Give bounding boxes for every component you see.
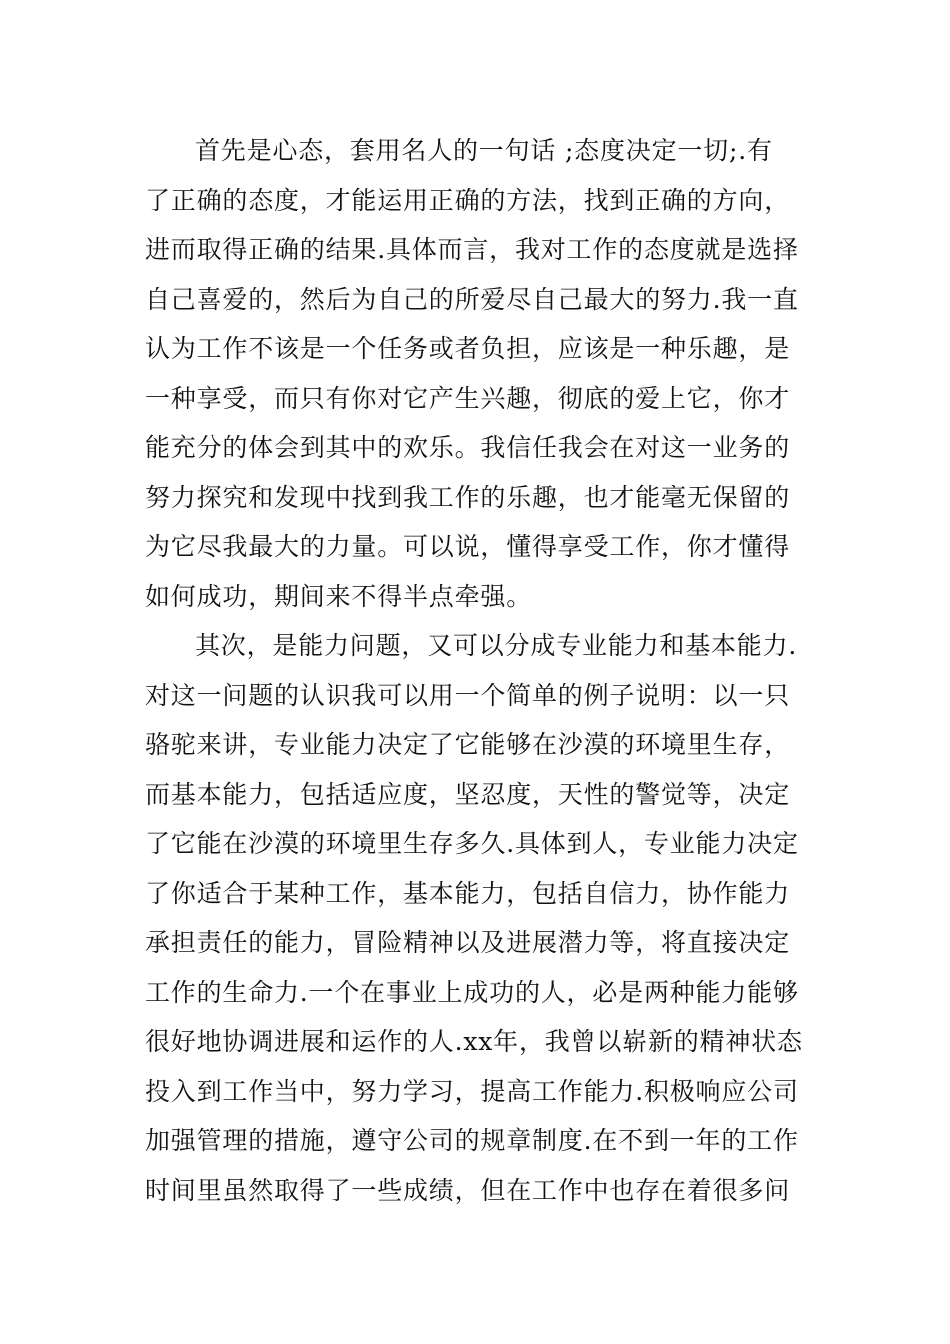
paragraph-2-line-12: 时间里虽然取得了一些成绩，但在工作中也存在着很多问	[145, 1175, 791, 1205]
paragraph-1-line-1: 首先是心态，套用名人的一句话 ;态度决定一切;.有	[195, 136, 773, 165]
paragraph-1-line-2: 了正确的态度，才能运用正确的方法，找到正确的方向，	[145, 185, 791, 215]
paragraph-1-line-3: 进而取得正确的结果.具体而言，我对工作的态度就是选择	[145, 235, 799, 264]
paragraph-1-line-10: 如何成功，期间来不得半点牵强。	[145, 581, 533, 611]
paragraph-2-line-6: 了你适合于某种工作，基本能力，包括自信力，协作能力	[145, 878, 791, 908]
paragraph-1-line-9: 为它尽我最大的力量。可以说，懂得享受工作，你才懂得	[145, 532, 791, 561]
paragraph-2-line-8: 工作的生命力.一个在事业上成功的人，必是两种能力能够	[145, 977, 799, 1007]
body-text	[145, 126, 807, 1215]
paragraph-1-line-5: 认为工作不该是一个任务或者负担，应该是一种乐趣，是	[145, 334, 791, 363]
paragraph-2-line-11: 加强管理的措施，遵守公司的规章制度.在不到一年的工作	[145, 1126, 799, 1155]
paragraph-1-line-4: 自己喜爱的，然后为自己的所爱尽自己最大的努力.我一直	[145, 284, 799, 314]
paragraph-1-line-8: 努力探究和发现中找到我工作的乐趣，也才能毫无保留的	[145, 482, 791, 512]
paragraph-2-line-1: 其次，是能力问题，又可以分成专业能力和基本能力.	[195, 631, 798, 660]
paragraph-1-line-6: 一种享受，而只有你对它产生兴趣，彻底的爱上它，你才	[145, 383, 791, 413]
paragraph-1-line-7: 能充分的体会到其中的欢乐。我信任我会在对这一业务的	[145, 433, 791, 462]
paragraph-2-line-3: 骆驼来讲，专业能力决定了它能够在沙漠的环境里生存，	[145, 730, 791, 759]
paragraph-2-line-2: 对这一问题的认识我可以用一个简单的例子说明：以一只	[145, 680, 791, 710]
paragraph-2-line-5: 了它能在沙漠的环境里生存多久.具体到人，专业能力决定	[145, 829, 799, 858]
paragraph-2-line-9: 很好地协调进展和运作的人.xx年，我曾以崭新的精神状态	[145, 1027, 803, 1056]
paragraph-2-line-10: 投入到工作当中，努力学习，提高工作能力.积极响应公司	[145, 1076, 799, 1106]
paragraph-2-line-7: 承担责任的能力，冒险精神以及进展潜力等，将直接决定	[145, 928, 791, 957]
paragraph-2-line-4: 而基本能力，包括适应度，坚忍度，天性的警觉等，决定	[145, 779, 791, 809]
